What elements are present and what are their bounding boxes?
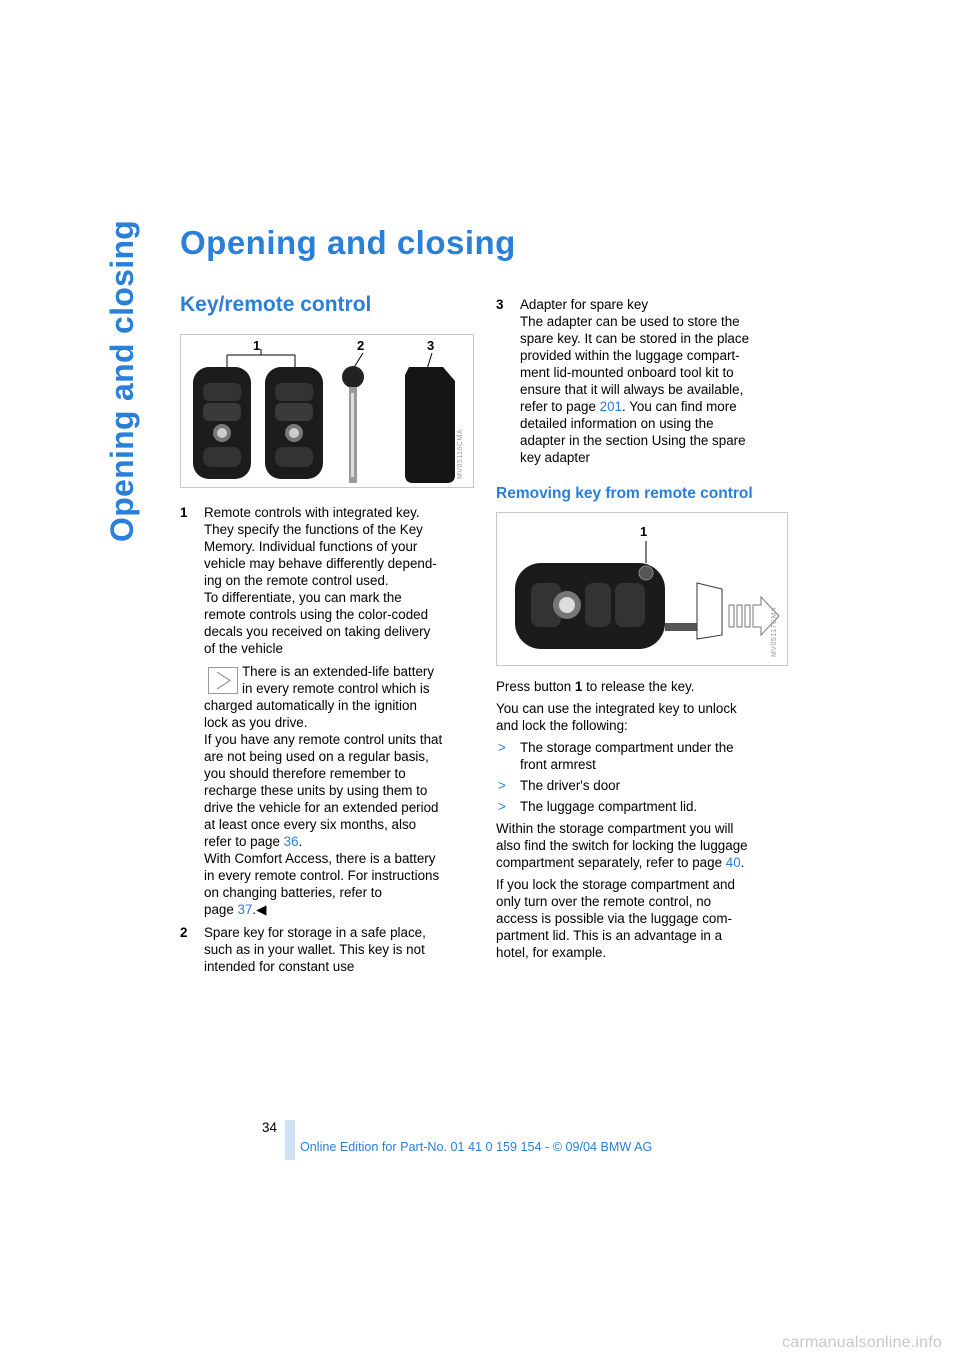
storage-paragraph	[496, 820, 792, 871]
battery-note	[204, 663, 480, 918]
item3-line: detailed information on using the	[520, 416, 714, 431]
page-link-40[interactable]: 40	[725, 855, 741, 870]
item3-ref-line	[520, 398, 792, 415]
ref-suffix: .◀	[252, 902, 267, 917]
bullet-mark: >	[498, 740, 506, 755]
p4-line: partment lid. This is an advantage in a	[496, 928, 723, 943]
note-ref-line	[204, 901, 480, 918]
list-item	[496, 739, 792, 773]
p3-line: Within the storage compartment you will	[496, 821, 734, 836]
list-item-2	[180, 924, 480, 975]
arrow-note-icon	[208, 667, 238, 694]
item1-line: ing on the remote control used.	[204, 573, 389, 588]
item1-line: vehicle may behave differently depend-	[204, 556, 437, 571]
note-line: on changing batteries, refer to	[204, 885, 382, 900]
item3-line: Adapter for spare key	[520, 297, 649, 312]
p2-line: and lock the following:	[496, 718, 628, 733]
note-line: in every remote control. For instructions	[204, 868, 440, 883]
item3-line: ment lid-mounted onboard tool kit to	[520, 365, 734, 380]
item1-line: of the vehicle	[204, 641, 283, 656]
ref-prefix: refer to page	[204, 834, 284, 849]
bullet-line: The storage compartment under the	[520, 740, 734, 755]
page-number: 34	[262, 1120, 277, 1135]
note-ref-line	[204, 833, 480, 850]
list-item-3	[496, 296, 792, 466]
ref-prefix: page	[204, 902, 238, 917]
item-number: 2	[180, 925, 188, 940]
p2-line: You can use the integrated key to unlock	[496, 701, 737, 716]
ref-prefix: compartment separately, refer to page	[496, 855, 726, 870]
figure-label-3: 3	[427, 338, 435, 353]
remove-key-figure	[496, 512, 788, 666]
item2-line: Spare key for storage in a safe place,	[204, 925, 426, 940]
note-line: at least once every six months, also	[204, 817, 417, 832]
p1-bold: 1	[574, 679, 583, 694]
note-line: There is an extended-life battery	[242, 664, 435, 679]
page-link-37[interactable]: 37	[237, 902, 253, 917]
p3-ref-line	[496, 854, 792, 871]
bullet-line: The driver's door	[520, 778, 621, 793]
figure-code: MV05117CMA	[771, 606, 778, 657]
item3-line: provided within the luggage compart-	[520, 348, 740, 363]
p4-line: If you lock the storage compartment and	[496, 877, 735, 892]
bullet-line: The luggage compartment lid.	[520, 799, 698, 814]
section-heading-remove-key: Removing key from remote control	[496, 485, 753, 502]
figure-code: MV05116CMA	[457, 428, 464, 479]
watermark: carmanualsonline.info	[782, 1334, 942, 1351]
lock-paragraph	[496, 876, 792, 961]
note-line: you should therefore remember to	[204, 766, 406, 781]
bullet-mark: >	[498, 799, 506, 814]
ref-suffix: .	[740, 855, 745, 870]
item1-line: They specify the functions of the Key	[204, 522, 423, 537]
bullet-line: front armrest	[520, 757, 596, 772]
note-line: recharge these units by using them to	[204, 783, 428, 798]
item2-line: intended for constant use	[204, 959, 355, 974]
page-link-36[interactable]: 36	[283, 834, 299, 849]
p4-line: only turn over the remote control, no	[496, 894, 712, 909]
p4-line: hotel, for example.	[496, 945, 607, 960]
item-number: 1	[180, 505, 188, 520]
unlock-paragraph	[496, 700, 792, 734]
list-item	[496, 798, 792, 815]
item3-line: ensure that it will always be available,	[520, 382, 744, 397]
side-chapter-title: Opening and closing	[104, 219, 140, 542]
item1-line: remote controls using the color-coded	[204, 607, 429, 622]
item3-line: The adapter can be used to store the	[520, 314, 740, 329]
item3-line: spare key. It can be stored in the place	[520, 331, 750, 346]
right-column	[496, 296, 792, 961]
note-line: lock as you drive.	[204, 715, 308, 730]
list-item	[496, 777, 792, 794]
key-remote-illustration	[181, 335, 473, 487]
ref-prefix: refer to page	[520, 399, 600, 414]
item1-line: Memory. Individual functions of your	[204, 539, 418, 554]
item3-line: adapter in the section Using the spare	[520, 433, 746, 448]
key-remote-figure	[180, 334, 474, 488]
note-line: With Comfort Access, there is a battery	[204, 851, 436, 866]
figure-label-1: 1	[640, 524, 648, 539]
section-heading-key-remote: Key/remote control	[180, 293, 372, 316]
figure-label-1: 1	[253, 338, 261, 353]
note-line: If you have any remote control units that	[204, 732, 443, 747]
figure-label-2: 2	[357, 338, 365, 353]
item1-line: decals you received on taking delivery	[204, 624, 431, 639]
list-item-1	[180, 504, 480, 918]
page-link-201[interactable]: 201	[599, 399, 622, 414]
press-button-paragraph	[496, 678, 792, 695]
item1-line: Remote controls with integrated key.	[204, 505, 420, 520]
note-line: are not being used on a regular basis,	[204, 749, 429, 764]
note-line: drive the vehicle for an extended period	[204, 800, 439, 815]
item-number: 3	[496, 297, 504, 312]
footer-text: Online Edition for Part-No. 01 41 0 159 154 - © 09/04 BMW AG	[300, 1140, 653, 1154]
p3-line: also find the switch for locking the luggage	[496, 838, 748, 853]
ref-suffix: . You can find more	[622, 399, 737, 414]
bullet-mark: >	[498, 778, 506, 793]
footer-bar	[285, 1120, 295, 1160]
p4-line: access is possible via the luggage com-	[496, 911, 732, 926]
item3-line: key adapter	[520, 450, 590, 465]
remove-key-illustration	[497, 513, 787, 665]
ref-suffix: .	[298, 834, 303, 849]
item2-line: such as in your wallet. This key is not	[204, 942, 425, 957]
item1-line: To differentiate, you can mark the	[204, 590, 402, 605]
p1-suffix: to release the key.	[582, 679, 695, 694]
note-line: charged automatically in the ignition	[204, 698, 417, 713]
chapter-title: Opening and closing	[180, 224, 516, 261]
note-line: in every remote control which is	[242, 681, 430, 696]
left-column	[180, 292, 480, 975]
p1-prefix: Press button	[496, 679, 575, 694]
